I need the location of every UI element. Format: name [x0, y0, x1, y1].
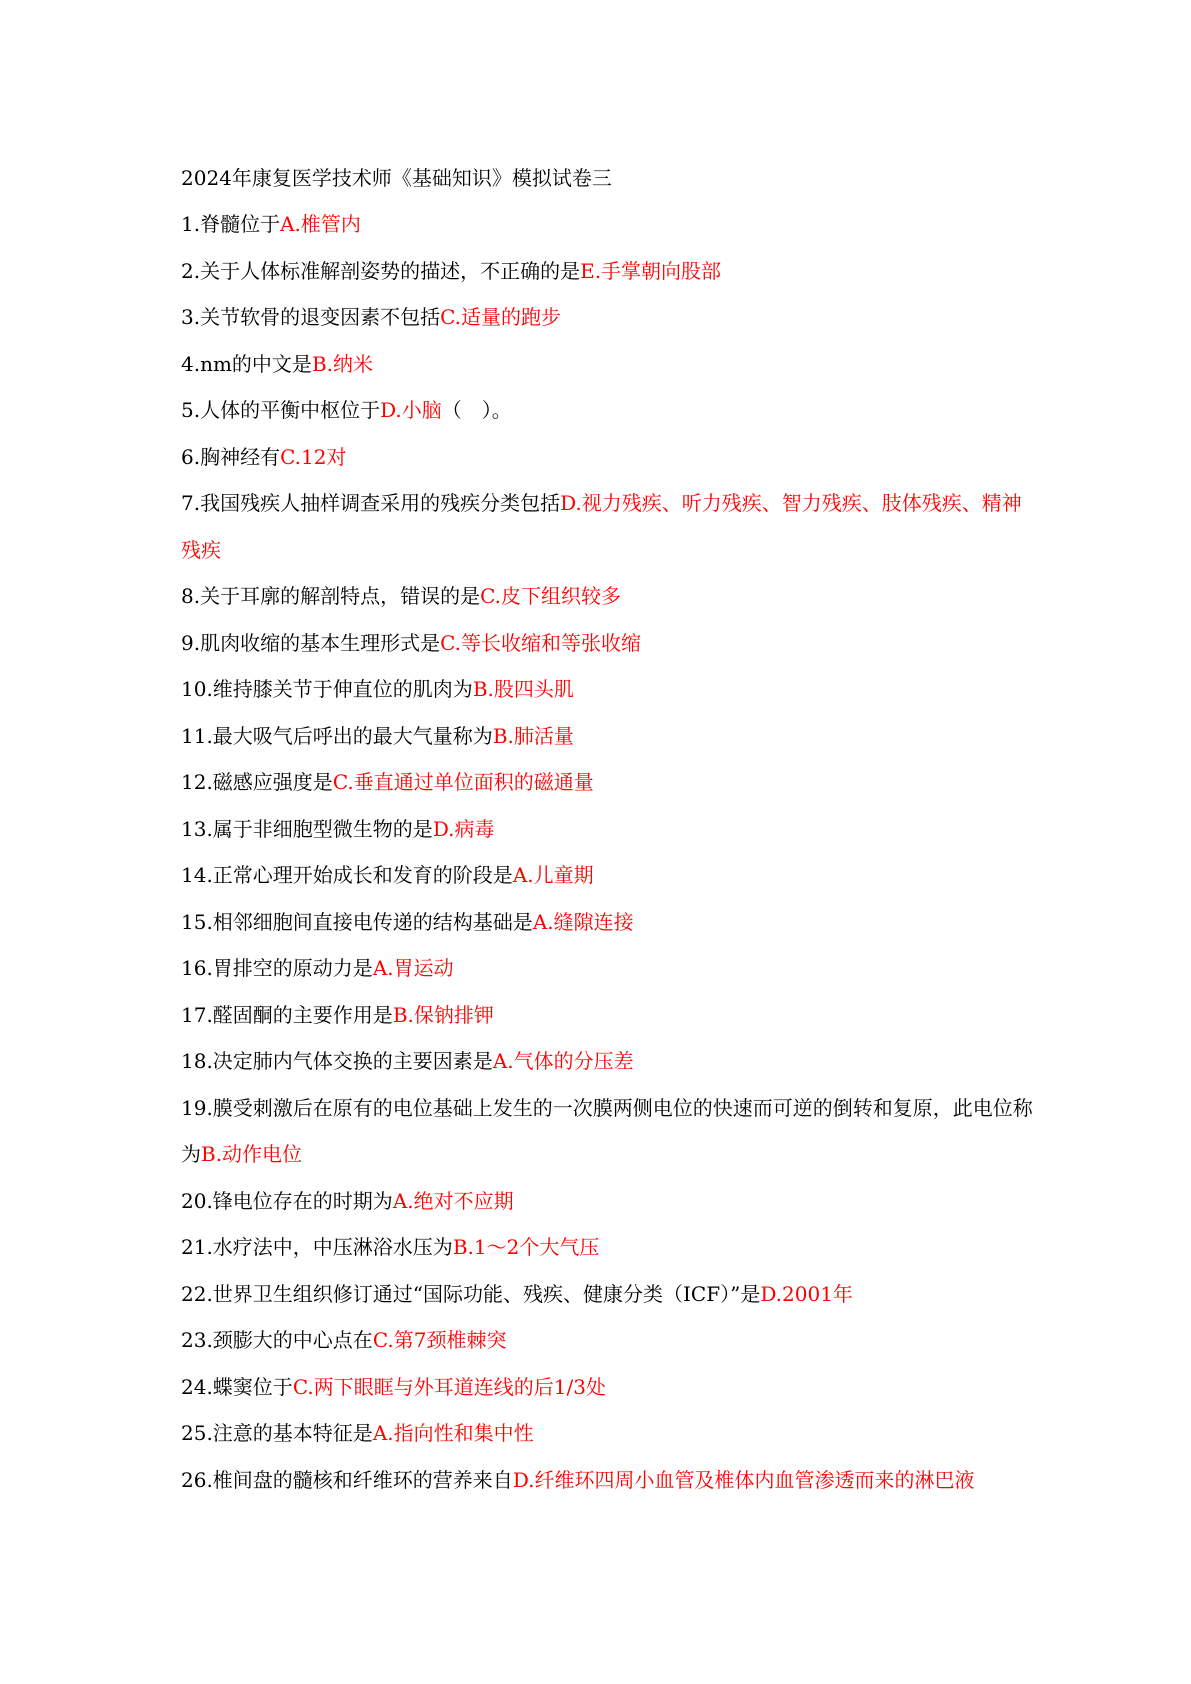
question-stem: 9.肌肉收缩的基本生理形式是	[181, 630, 441, 655]
question-answer: A.绝对不应期	[392, 1188, 514, 1213]
question-item	[181, 573, 1041, 620]
question-answer: A.气体的分压差	[492, 1049, 634, 1073]
question-stem: 13.属于非细胞型微生物的是	[181, 816, 433, 841]
question-item	[181, 434, 1041, 481]
question-item	[181, 852, 1041, 899]
question-item	[181, 713, 1041, 760]
question-item	[181, 1364, 1041, 1411]
question-stem: 20.锋电位存在的时期为	[181, 1188, 393, 1213]
question-item	[181, 294, 1041, 341]
question-item	[181, 1457, 1041, 1504]
question-item	[181, 1317, 1041, 1364]
question-item	[181, 620, 1041, 667]
question-stem: 23.颈膨大的中心点在	[181, 1328, 373, 1352]
question-stem: 8.关于耳廓的解剖特点，错误的是	[181, 584, 481, 608]
question-answer: A.椎管内	[280, 212, 361, 236]
question-stem: 17.醛固酮的主要作用是	[181, 1002, 393, 1027]
question-item	[181, 1085, 1041, 1178]
question-item	[181, 992, 1041, 1039]
question-answer: B.纳米	[311, 351, 373, 376]
question-stem: 18.决定肺内气体交换的主要因素是	[181, 1049, 493, 1073]
question-stem: 26.椎间盘的髓核和纤维环的营养来自	[181, 1467, 513, 1492]
question-item	[181, 480, 1041, 573]
question-item	[181, 1224, 1041, 1271]
question-answer: C.12对	[280, 444, 347, 469]
question-item	[181, 759, 1041, 806]
question-answer: C.第7颈椎棘突	[372, 1328, 507, 1352]
question-answer: B.肺活量	[492, 723, 574, 748]
question-answer: B.保钠排钾	[392, 1002, 494, 1027]
question-answer: C.皮下组织较多	[480, 584, 622, 608]
question-item	[181, 1410, 1041, 1457]
question-answer: C.垂直通过单位面积的磁通量	[332, 770, 594, 794]
question-item	[181, 666, 1041, 713]
question-answer: A.胃运动	[372, 956, 454, 980]
question-answer: B.动作电位	[201, 1142, 303, 1166]
question-stem: 2.关于人体标准解剖姿势的描述，不正确的是	[181, 258, 581, 283]
question-stem: 12.磁感应强度是	[181, 770, 333, 794]
question-answer: A.指向性和集中性	[372, 1421, 534, 1445]
question-answer: E.手掌朝向股部	[580, 258, 722, 283]
question-answer: D.纤维环四周小血管及椎体内血管渗透而来的淋巴液	[512, 1467, 975, 1492]
question-answer: A.儿童期	[512, 863, 594, 887]
question-answer: C.适量的跑步	[440, 305, 562, 329]
question-answer: A.缝隙连接	[532, 909, 634, 934]
question-stem: 19.膜受刺激后在原有的电位基础上发生的一次膜两侧电位的快速而可逆的倒转和复原，此电位称为	[181, 1095, 1033, 1166]
question-item	[181, 1271, 1041, 1318]
question-answer: D.2001年	[760, 1281, 853, 1306]
question-item	[181, 806, 1041, 853]
question-answer: D.视力残疾、听力残疾、智力残疾、肢体残疾、精神残疾	[181, 491, 1022, 562]
question-stem: 3.关节软骨的退变因素不包括	[181, 305, 441, 329]
question-item	[181, 248, 1041, 295]
question-stem: 16.胃排空的原动力是	[181, 956, 373, 980]
question-answer: B.股四头肌	[472, 677, 574, 701]
question-stem: 25.注意的基本特征是	[181, 1421, 373, 1445]
question-stem: 6.胸神经有	[181, 444, 281, 469]
question-stem: 22.世界卫生组织修订通过“国际功能、残疾、健康分类（ICF）”是	[181, 1281, 761, 1306]
question-suffix: （ ）。	[441, 398, 512, 422]
question-stem: 24.蝶窦位于	[181, 1374, 293, 1399]
question-item	[181, 899, 1041, 946]
question-stem: 5.人体的平衡中枢位于	[181, 398, 381, 422]
question-item	[181, 387, 1041, 434]
document-title: 2024年康复医学技术师《基础知识》模拟试卷三	[181, 166, 612, 190]
question-item	[181, 1038, 1041, 1085]
question-stem: 21.水疗法中，中压淋浴水压为	[181, 1235, 453, 1259]
question-stem: 14.正常心理开始成长和发育的阶段是	[181, 863, 513, 887]
question-answer: B.1～2个大气压	[452, 1235, 600, 1259]
question-item	[181, 201, 1041, 248]
question-item	[181, 945, 1041, 992]
question-list	[181, 201, 1041, 1503]
question-stem: 4.nm的中文是	[181, 351, 312, 376]
question-answer: D.病毒	[432, 816, 495, 841]
question-item	[181, 341, 1041, 388]
question-stem: 7.我国残疾人抽样调查采用的残疾分类包括	[181, 491, 561, 515]
question-stem: 11.最大吸气后呼出的最大气量称为	[181, 723, 493, 748]
question-item	[181, 1178, 1041, 1225]
question-answer: C.等长收缩和等张收缩	[440, 630, 642, 655]
question-stem: 1.脊髓位于	[181, 212, 281, 236]
question-stem: 15.相邻细胞间直接电传递的结构基础是	[181, 909, 533, 934]
question-answer: C.两下眼眶与外耳道连线的后1/3处	[292, 1374, 606, 1399]
question-answer: D.小脑	[380, 398, 442, 422]
question-stem: 10.维持膝关节于伸直位的肌肉为	[181, 677, 473, 701]
